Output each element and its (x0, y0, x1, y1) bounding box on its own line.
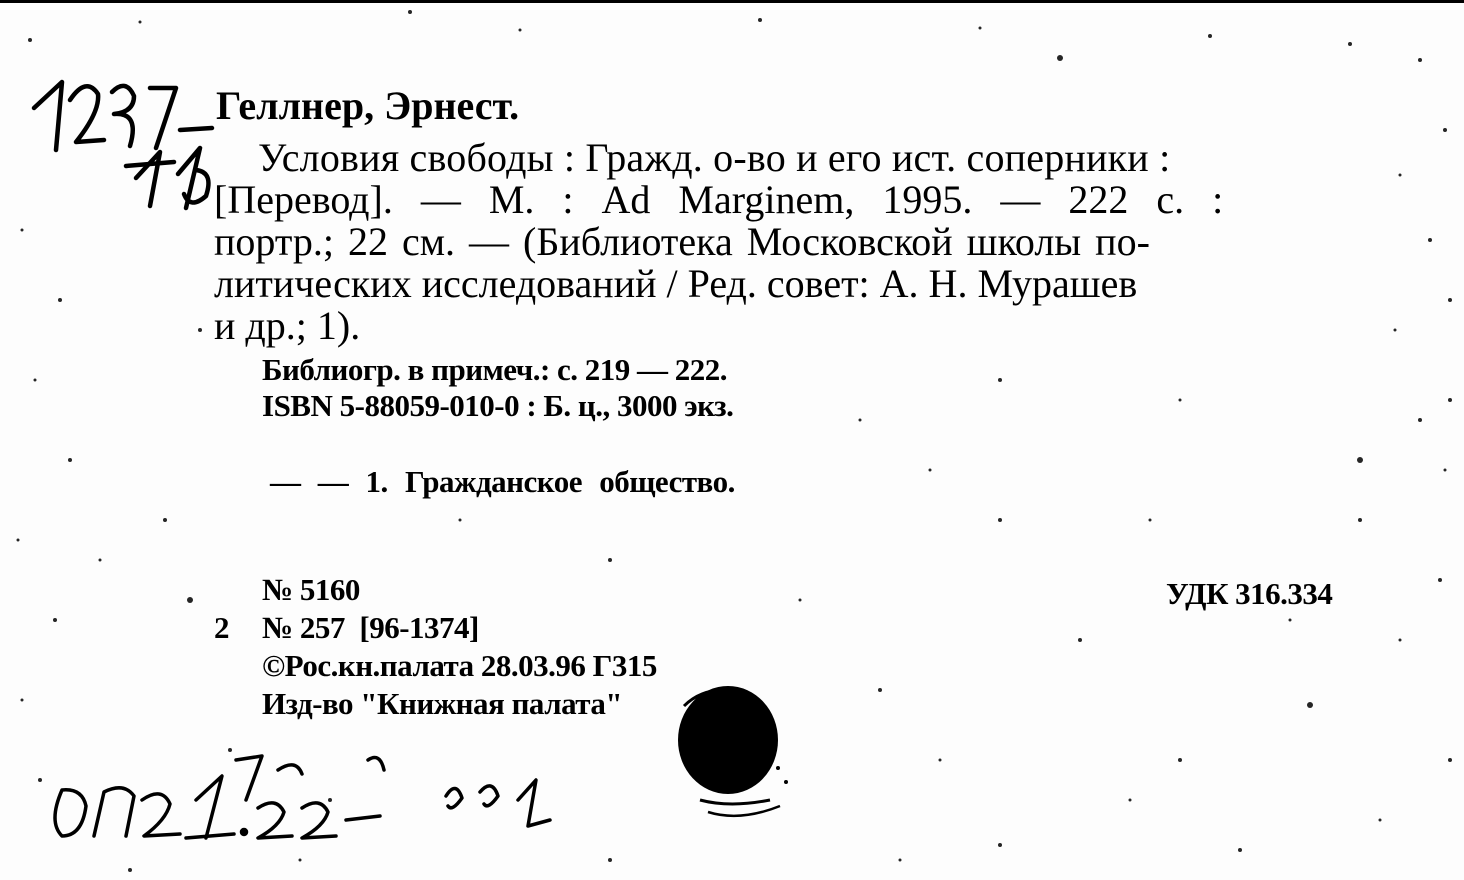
handwritten-call-number-top (34, 82, 212, 208)
description-line-2: [Перевод]. — М. : Ad Marginem, 1995. — 222 с. : (214, 177, 1224, 222)
bibliography-note: Библиогр. в примеч.: с. 219 — 222. (262, 352, 728, 387)
registration-number: № 257 [96-1374] (262, 610, 479, 645)
udc-code: УДК 316.334 (1166, 576, 1333, 611)
handwritten-call-number-bottom (55, 756, 550, 838)
ink-blot (678, 686, 788, 816)
description-line-1: Условия свободы : Гражд. о-во и его ист. соперники : (258, 135, 1171, 180)
copies-count: 2 (214, 610, 229, 645)
author-heading: Геллнер, Эрнест. (216, 83, 520, 128)
isbn-note: ISBN 5-88059-010-0 : Б. ц., 3000 экз. (262, 388, 734, 423)
description-line-3: портр.; 22 см. — (Библиотека Московской школы по- (214, 219, 1150, 264)
description-line-5: и др.; 1). (214, 303, 361, 348)
publisher-line: Изд-во "Книжная палата" (262, 686, 623, 721)
description-line-4: литических исследований / Ред. совет: А. Н. Мурашев (214, 261, 1138, 306)
card-number: № 5160 (262, 572, 360, 607)
copyright-line: ©Рос.кн.палата 28.03.96 Г315 (262, 648, 657, 683)
subject-heading: — — 1. Гражданское общество. (270, 464, 735, 499)
